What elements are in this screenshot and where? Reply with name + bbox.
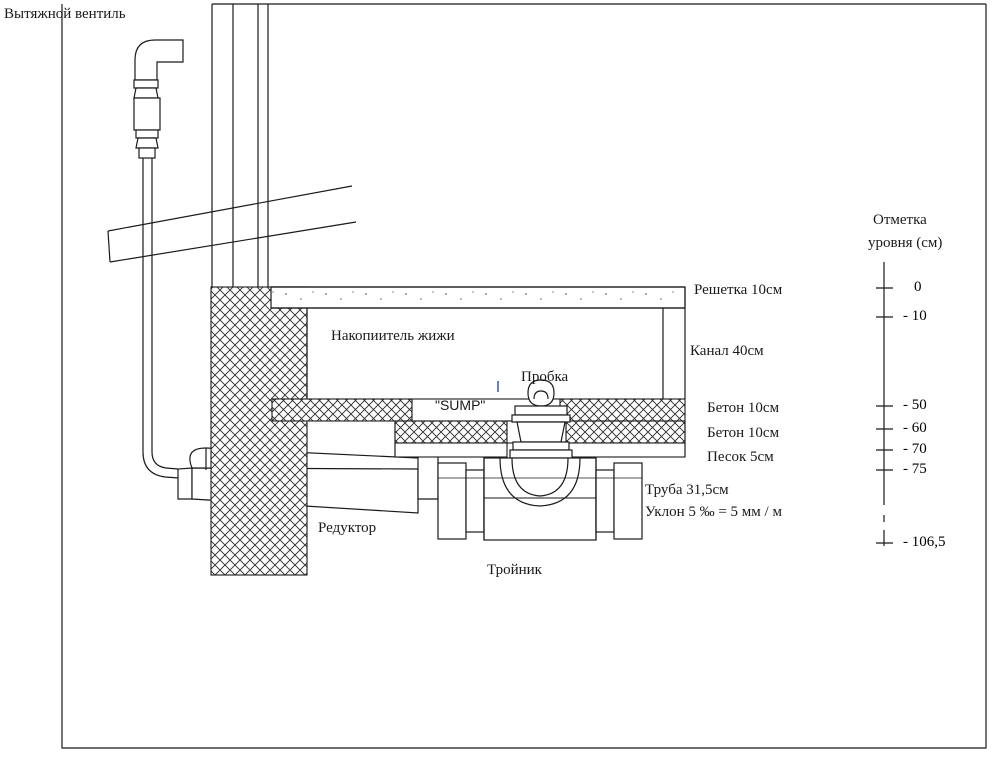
scale-title-line2: уровня (см) [868, 235, 943, 251]
scale-tick-70: - 70 [903, 441, 927, 457]
label-reducer: Редуктор [318, 520, 377, 536]
scale-tick-60: - 60 [903, 420, 927, 436]
wall-hatched-block [211, 287, 307, 575]
level-scale [876, 262, 893, 546]
label-concrete-1: Бетон 10см [707, 400, 780, 416]
scale-tick-106: - 106,5 [903, 534, 946, 550]
label-plug: Пробка [521, 369, 569, 385]
label-concrete-2: Бетон 10см [707, 425, 780, 441]
scale-title-line1: Отметка [873, 212, 927, 228]
label-pipe: Труба 31,5см [645, 482, 729, 498]
concrete-layer-lower [272, 421, 685, 457]
label-tee: Тройник [487, 562, 542, 578]
tee-fitting [438, 458, 642, 540]
label-slope: Уклон 5 ‰ = 5 мм / м [645, 504, 782, 520]
scale-tick-75: - 75 [903, 461, 927, 477]
scale-tick-10: - 10 [903, 308, 927, 324]
label-vent: Вытяжной вентиль [4, 6, 126, 22]
vent-pipe [134, 40, 183, 478]
label-sand: Песок 5см [707, 449, 774, 465]
scale-tick-0: 0 [914, 279, 922, 295]
scale-tick-50: - 50 [903, 397, 927, 413]
label-sump: "SUMP" [435, 397, 486, 413]
wall-lines [212, 4, 268, 292]
label-channel: Канал 40см [690, 343, 764, 359]
ground-slope-lines [108, 186, 356, 262]
grate-slab [271, 287, 685, 308]
sump-plug [510, 380, 572, 458]
label-accumulator: Накопиитель жижи [331, 328, 455, 344]
label-grate: Решетка 10см [694, 282, 783, 298]
